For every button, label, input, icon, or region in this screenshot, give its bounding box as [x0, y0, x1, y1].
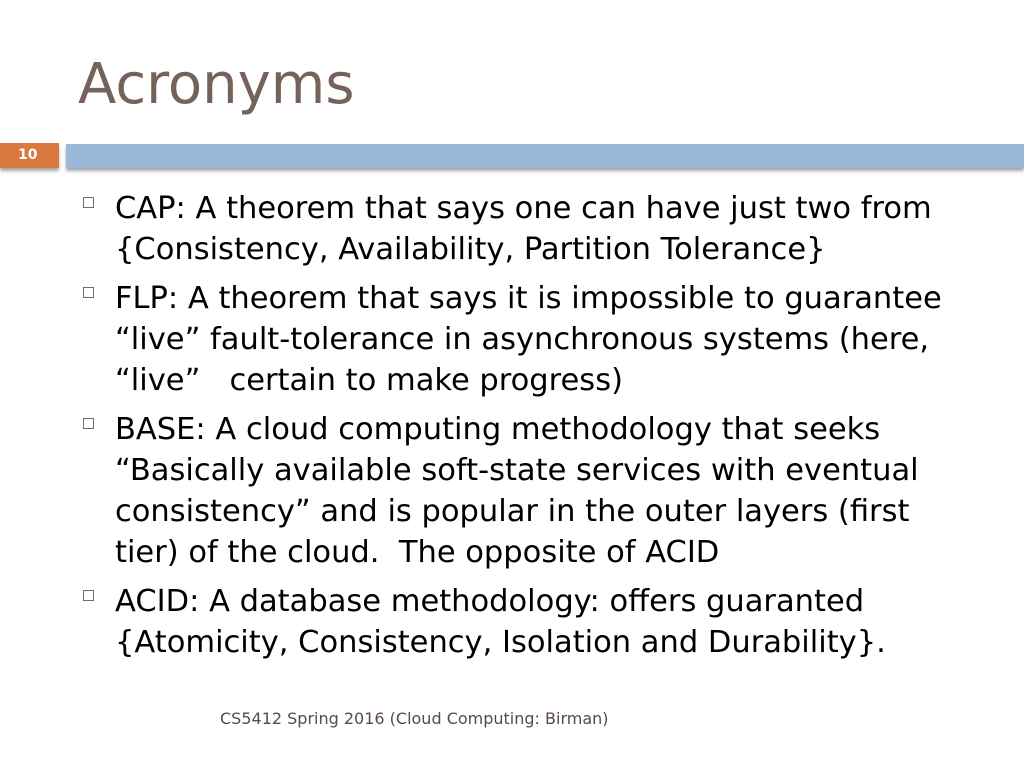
bullet-item-base — [78, 409, 998, 573]
hollow-square-bullet-icon — [83, 197, 94, 208]
slide-number: 10 — [18, 147, 38, 163]
slide-footer: CS5412 Spring 2016 (Cloud Computing: Birman) — [220, 709, 609, 728]
bullet-text: ACID: A database methodology: offers guaranted {Atomicity, Consistency, Isolation and Durability}. — [115, 584, 886, 660]
hollow-square-bullet-icon — [83, 287, 94, 298]
hollow-square-bullet-icon — [83, 418, 94, 429]
slide-number-badge — [0, 143, 59, 168]
bullet-text: BASE: A cloud computing methodology that seeks “Basically available soft-state services with eventual consistency” and is popular in the outer layers (first tier) of the cloud. The opposite of ACID — [115, 412, 919, 570]
bullet-item-cap — [78, 188, 998, 270]
hollow-square-bullet-icon — [83, 590, 94, 601]
title-divider-bar — [66, 144, 1024, 168]
bullet-item-flp — [78, 278, 998, 401]
bullet-list — [78, 188, 998, 671]
bullet-item-acid — [78, 581, 998, 663]
bullet-text: FLP: A theorem that says it is impossible to guarantee “live” fault-tolerance in asynchronous systems (here, “live” certain to make progress) — [115, 281, 942, 398]
bullet-text: CAP: A theorem that says one can have just two from {Consistency, Availability, Partition Tolerance} — [115, 191, 932, 267]
slide-title: Acronyms — [78, 52, 355, 117]
